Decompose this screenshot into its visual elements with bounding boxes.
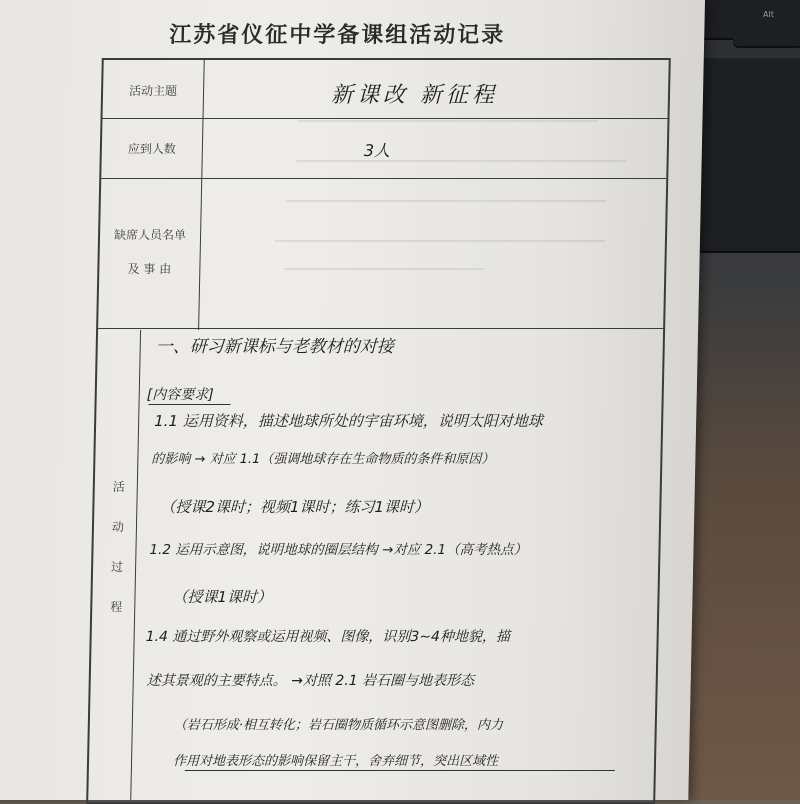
process-line: 1.1 运用资料，描述地球所处的宇宙环境，说明太阳对地球 xyxy=(153,412,544,430)
attendance-label: 应到人数 xyxy=(127,142,177,156)
process-line: 1.2 运用示意图，说明地球的圈层结构 →对应 2.1（高考热点） xyxy=(149,542,528,558)
absent-label-line1: 缺席人员名单 xyxy=(113,228,187,242)
absent-label-line2: 及 事 由 xyxy=(127,262,172,276)
process-line: 作用对地表形态的影响保留主干，舍弃细节，突出区域性 xyxy=(172,754,499,769)
process-label-char: 动 xyxy=(111,520,125,534)
page-title: 江苏省仪征中学备课组活动记录 xyxy=(168,22,506,48)
topic-label: 活动主题 xyxy=(128,84,178,98)
key-label: Alt xyxy=(763,10,774,19)
process-line: 述其景观的主要特点。 →对照 2.1 岩石圈与地表形态 xyxy=(146,673,475,689)
activity-table xyxy=(86,58,671,804)
process-line: 1.4 通过野外观察或运用视频、图像，识别3~4种地貌，描 xyxy=(145,629,511,645)
process-line: 的影响 → 对应 1.1（强调地球存在生命物质的条件和原因） xyxy=(151,452,495,467)
keyboard-key-alt xyxy=(733,0,800,48)
topic-value: 新课改 新征程 xyxy=(330,83,499,108)
process-label-char: 过 xyxy=(110,560,124,574)
process-label-char: 程 xyxy=(110,600,123,614)
content-tag: [内容要求] xyxy=(146,387,214,403)
process-heading: 一、研习新课标与老教材的对接 xyxy=(155,337,394,357)
process-line: （授课1课时） xyxy=(172,588,273,606)
keyboard-space-key xyxy=(695,58,800,253)
process-line: （授课2课时；视频1课时；练习1课时） xyxy=(160,498,430,516)
process-line: （岩石形成·相互转化；岩石圈物质循环示意图删除，内力 xyxy=(173,718,504,733)
attendance-value: 3人 xyxy=(363,141,391,160)
process-label-char: 活 xyxy=(112,480,125,494)
